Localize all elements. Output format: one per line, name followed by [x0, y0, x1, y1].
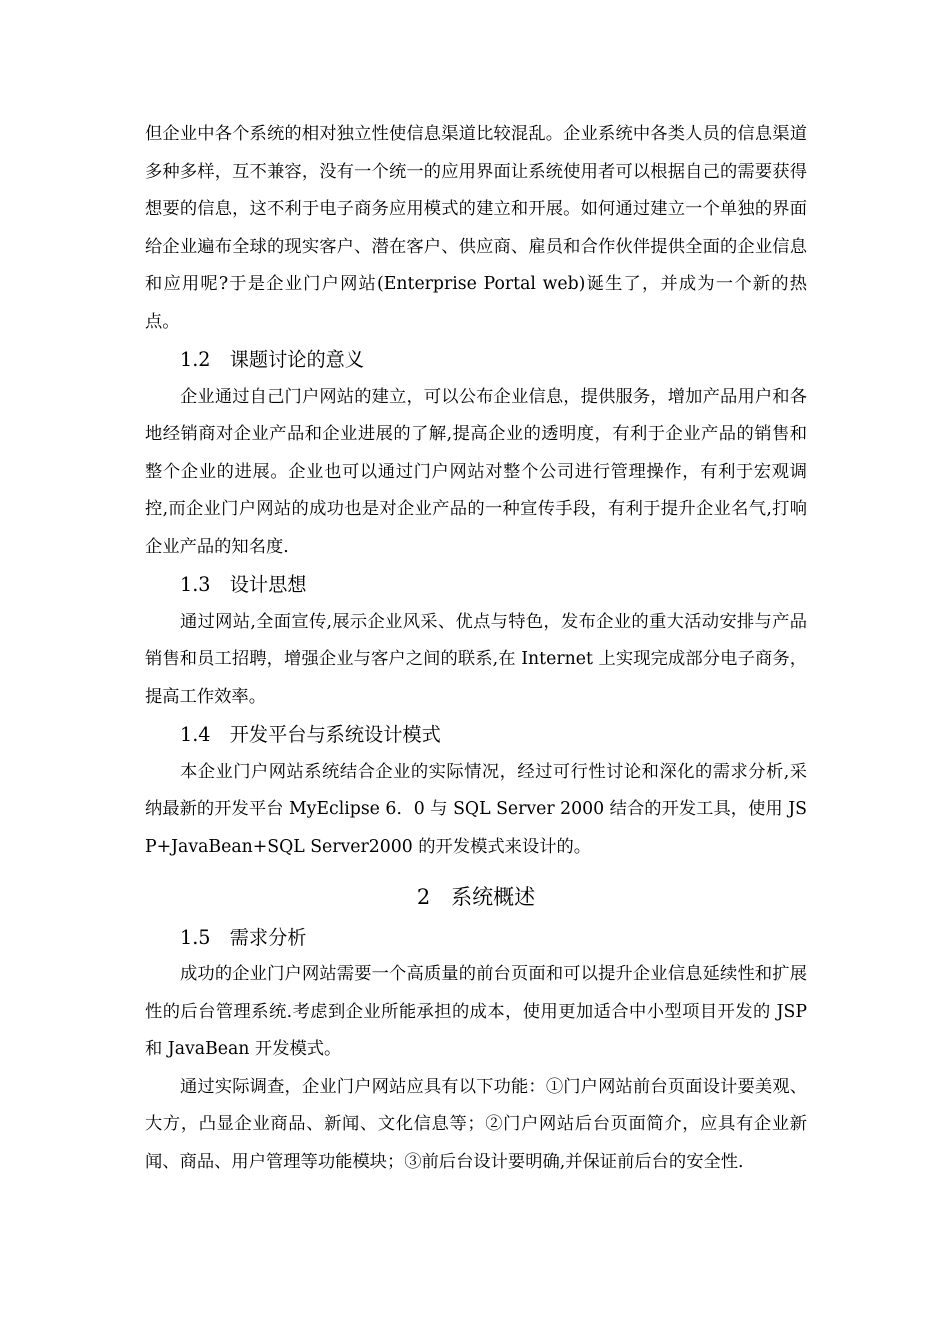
body-paragraph: 成功的企业门户网站需要一个高质量的前台页面和可以提升企业信息延续性和扩展性的后台管理系统.考虑到企业所能承担的成本，使用更加适合中小型项目开发的 JSP 和 JavaBean 开发模式。 — [145, 964, 807, 1059]
document-page — [145, 116, 807, 1181]
body-paragraph: 企业通过自己门户网站的建立，可以公布企业信息，提供服务，增加产品用户和各地经销商对企业产品和企业进展的了解,提高企业的透明度，有利于企业产品的销售和整个企业的进展。企业也可以通过门户网站对整个公司进行管理操作，有利于宏观调控,而企业门户网站的成功也是对企业产品的一种宣传手段，有利于提升企业名气,打响企业产品的知名度. — [145, 386, 807, 557]
body-paragraph: 通过实际调查，企业门户网站应具有以下功能：①门户网站前台页面设计要美观、大方，凸显企业商品、新闻、文化信息等；②门户网站后台页面简介，应具有企业新闻、商品、用户管理等功能模块；③前后台设计要明确,并保证前后台的安全性. — [145, 1076, 807, 1172]
chapter-heading-2: 2 系统概述 — [416, 885, 536, 909]
section-heading-1-3: 1.3 设计思想 — [180, 573, 307, 596]
section-heading-1-5: 1.5 需求分析 — [180, 925, 307, 949]
section-heading-1-2: 1.2 课题讨论的意义 — [180, 348, 365, 371]
body-paragraph: 本企业门户网站系统结合企业的实际情况，经过可行性讨论和深化的需求分析,采纳最新的开发平台 MyEclipse 6．0 与 SQL Server 2000 结合的开发工具，使用 JSP+JavaBean+SQL Server2000 的开发模式来设计的。 — [145, 761, 807, 857]
body-paragraph: 通过网站,全面宣传,展示企业风采、优点与特色，发布企业的重大活动安排与产品销售和员工招聘，增强企业与客户之间的联系,在 Internet 上实现完成部分电子商务，提高工作效率。 — [145, 611, 807, 707]
body-paragraph: 但企业中各个系统的相对独立性使信息渠道比较混乱。企业系统中各类人员的信息渠道多种多样，互不兼容，没有一个统一的应用界面让系统使用者可以根据自己的需要获得想要的信息，这不利于电子商务应用模式的建立和开展。如何通过建立一个单独的界面给企业遍布全球的现实客户、潜在客户、供应商、雇员和合作伙伴提供全面的企业信息和应用呢?于是企业门户网站(Enterprise Portal web)诞生了，并成为一个新的热点。 — [145, 124, 807, 332]
section-heading-1-4: 1.4 开发平台与系统设计模式 — [180, 723, 441, 746]
